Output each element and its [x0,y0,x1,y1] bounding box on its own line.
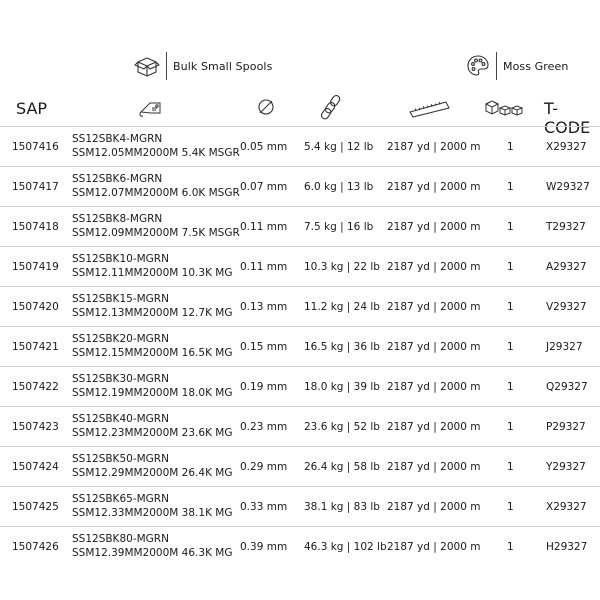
strength-cell: 7.5 kg | 16 lb [304,221,374,233]
table-header [0,94,600,137]
strength-cell: 6.0 kg | 13 lb [304,181,374,193]
strength-cell: 5.4 kg | 12 lb [304,141,374,153]
length-cell: 2187 yd | 2000 m [387,141,481,153]
diameter-cell: 0.33 mm [240,501,288,513]
length-cell: 2187 yd | 2000 m [387,501,481,513]
length-cell: 2187 yd | 2000 m [387,541,481,553]
strength-cell: 18.0 kg | 39 lb [304,381,380,393]
table-row [0,246,600,286]
color-group [466,46,569,86]
table-row [0,326,600,366]
quantity-cell: 1 [507,501,514,513]
divider [166,52,167,80]
tcode-cell: X29327 [546,141,587,153]
sap-cell: 1507424 [12,461,59,473]
quantity-cell: 1 [507,181,514,193]
strength-cell: 38.1 kg | 83 lb [304,501,380,513]
length-cell: 2187 yd | 2000 m [387,221,481,233]
description-cell: SS12SBK6-MGRN SSM12.07MM2000M 6.0K MSGR [72,173,240,199]
quantity-cell: 1 [507,141,514,153]
sap-cell: 1507423 [12,421,59,433]
price-tag-icon [138,96,166,124]
diameter-icon [256,97,276,121]
diameter-cell: 0.19 mm [240,381,288,393]
tcode-cell: A29327 [546,261,587,273]
table-row [0,206,600,246]
quantity-cell: 1 [507,461,514,473]
length-cell: 2187 yd | 2000 m [387,181,481,193]
table-row [0,406,600,446]
length-cell: 2187 yd | 2000 m [387,261,481,273]
diameter-cell: 0.11 mm [240,261,288,273]
sap-cell: 1507417 [12,181,59,193]
description-cell: SS12SBK15-MGRN SSM12.13MM2000M 12.7K MG [72,293,233,319]
strength-cell: 11.2 kg | 24 lb [304,301,380,313]
tcode-cell: W29327 [546,181,590,193]
box-icon [134,53,160,79]
tcode-cell: H29327 [546,541,588,553]
table-row [0,486,600,526]
quantity-cell: 1 [507,341,514,353]
product-table [0,126,600,566]
quantity-cell: 1 [507,301,514,313]
table-row [0,286,600,326]
diameter-cell: 0.13 mm [240,301,288,313]
description-cell: SS12SBK20-MGRN SSM12.15MM2000M 16.5K MG [72,333,233,359]
length-cell: 2187 yd | 2000 m [387,421,481,433]
strength-cell: 26.4 kg | 58 lb [304,461,380,473]
description-cell: SS12SBK65-MGRN SSM12.33MM2000M 38.1K MG [72,493,233,519]
spool-type-label: Bulk Small Spools [173,59,273,73]
sap-cell: 1507425 [12,501,59,513]
sap-cell: 1507418 [12,221,59,233]
sap-cell: 1507426 [12,541,59,553]
quantity-cell: 1 [507,421,514,433]
ruler-icon [408,98,452,122]
sap-cell: 1507416 [12,141,59,153]
diameter-cell: 0.39 mm [240,541,288,553]
tcode-header: T-CODE [544,99,591,137]
strength-cell: 46.3 kg | 102 lb [304,541,387,553]
table-row [0,526,600,566]
boxes-icon [484,98,530,122]
quantity-cell: 1 [507,221,514,233]
description-cell: SS12SBK40-MGRN SSM12.23MM2000M 23.6K MG [72,413,233,439]
description-cell: SS12SBK10-MGRN SSM12.11MM2000M 10.3K MG [72,253,233,279]
table-row [0,446,600,486]
sap-header: SAP [16,99,48,118]
strength-cell: 23.6 kg | 52 lb [304,421,380,433]
divider [496,52,497,80]
description-cell: SS12SBK80-MGRN SSM12.39MM2000M 46.3K MG [72,533,233,559]
description-cell: SS12SBK8-MGRN SSM12.09MM2000M 7.5K MSGR [72,213,240,239]
sap-cell: 1507419 [12,261,59,273]
table-row [0,166,600,206]
strength-cell: 10.3 kg | 22 lb [304,261,380,273]
tcode-cell: V29327 [546,301,587,313]
quantity-cell: 1 [507,261,514,273]
strength-cell: 16.5 kg | 36 lb [304,341,380,353]
quantity-cell: 1 [507,381,514,393]
diameter-cell: 0.29 mm [240,461,288,473]
tcode-cell: Y29327 [546,461,586,473]
tcode-cell: Q29327 [546,381,588,393]
description-cell: SS12SBK50-MGRN SSM12.29MM2000M 26.4K MG [72,453,233,479]
chain-link-icon [320,94,344,124]
table-row [0,366,600,406]
description-cell: SS12SBK30-MGRN SSM12.19MM2000M 18.0K MG [72,373,233,399]
length-cell: 2187 yd | 2000 m [387,381,481,393]
sap-cell: 1507421 [12,341,59,353]
spool-type-group [134,46,272,86]
diameter-cell: 0.23 mm [240,421,288,433]
sap-cell: 1507422 [12,381,59,393]
length-cell: 2187 yd | 2000 m [387,341,481,353]
table-row [0,126,600,166]
sap-cell: 1507420 [12,301,59,313]
length-cell: 2187 yd | 2000 m [387,461,481,473]
tcode-cell: J29327 [546,341,583,353]
diameter-cell: 0.07 mm [240,181,288,193]
diameter-cell: 0.11 mm [240,221,288,233]
description-cell: SS12SBK4-MGRN SSM12.05MM2000M 5.4K MSGR [72,133,240,159]
diameter-cell: 0.05 mm [240,141,288,153]
length-cell: 2187 yd | 2000 m [387,301,481,313]
tcode-cell: T29327 [546,221,586,233]
tcode-cell: P29327 [546,421,586,433]
spec-header-bar [0,46,600,86]
palette-icon [466,54,490,78]
color-label: Moss Green [503,59,569,73]
quantity-cell: 1 [507,541,514,553]
tcode-cell: X29327 [546,501,587,513]
diameter-cell: 0.15 mm [240,341,288,353]
